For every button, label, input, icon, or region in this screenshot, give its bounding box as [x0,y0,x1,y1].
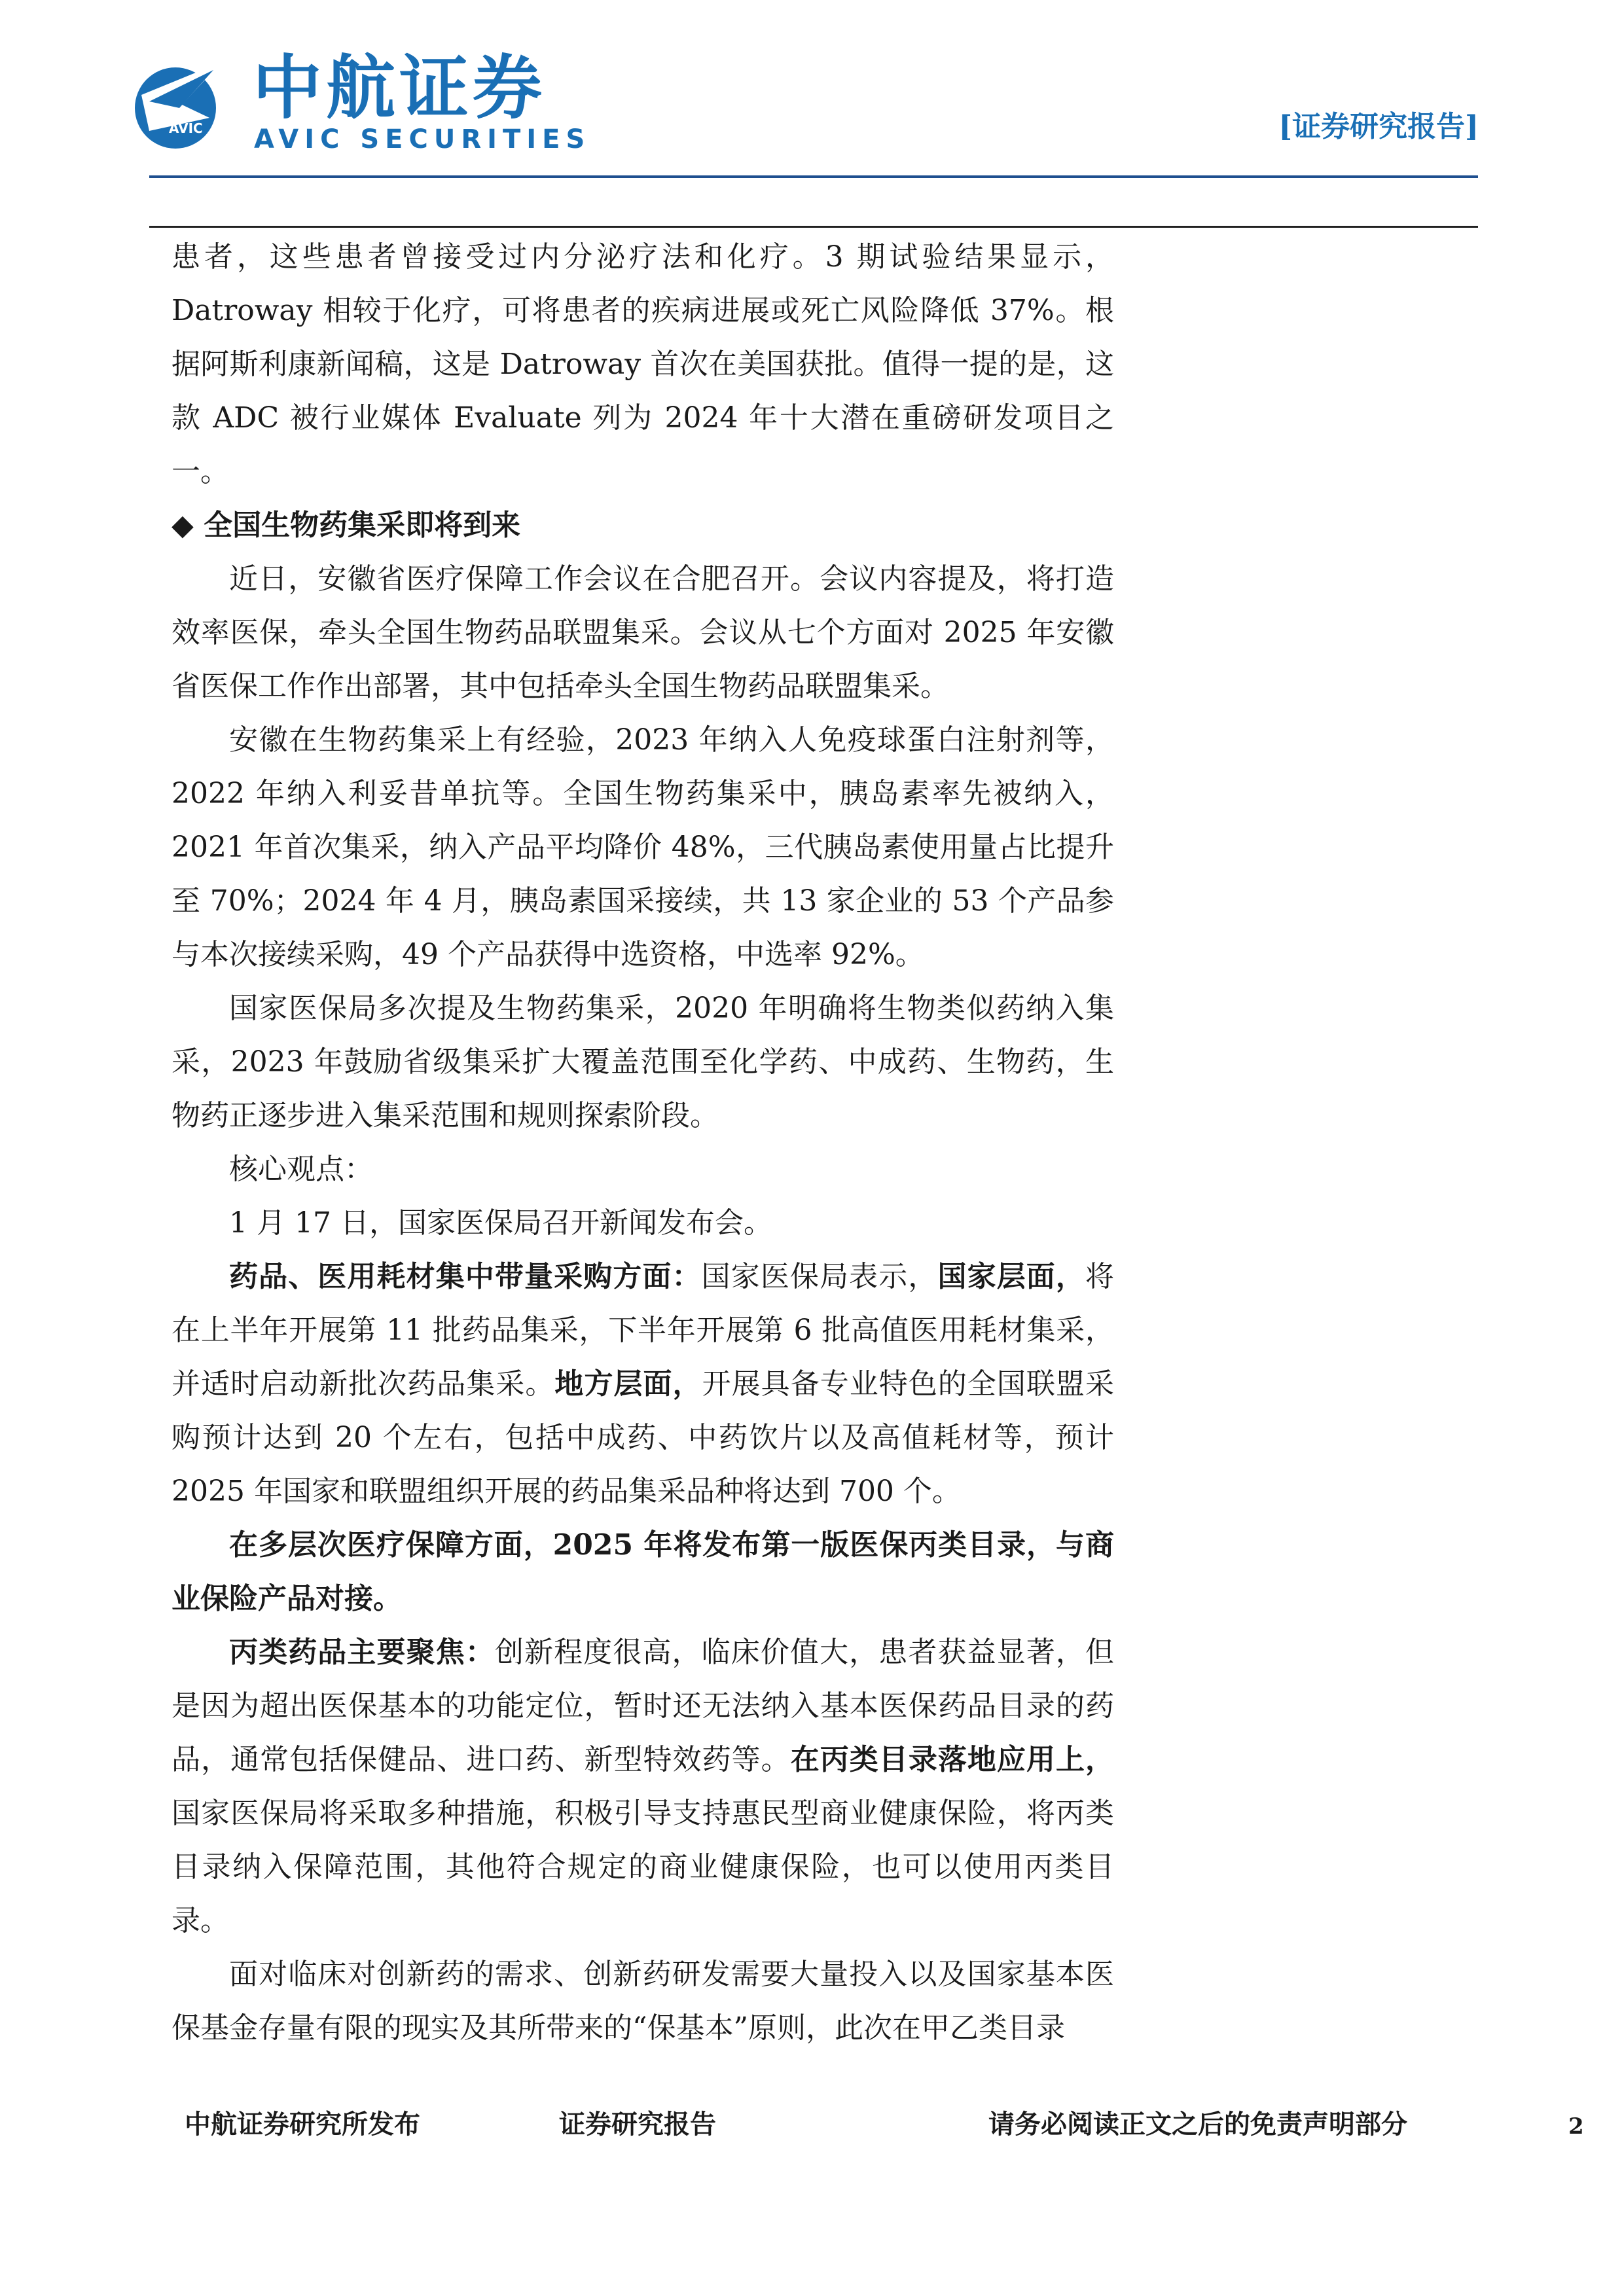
bold-phrase: 国家层面， [937,1260,1086,1293]
article-body [171,230,1114,2055]
logo-mark-text: AVIC [169,120,203,136]
paragraph-4: 国家医保局多次提及生物药集采，2020 年明确将生物类似药纳入集采，2023 年鼓励省级集采扩大覆盖范围至化学药、中成药、生物药，生物药正逐步进入集采范围和规则探索阶段。 [171,992,1114,1132]
text-run: 国家医保局表示， [701,1260,938,1293]
page-number: 2 [1568,2113,1584,2140]
paragraph-5: 核心观点： [229,1153,373,1186]
footer-disclaimer: 请务必阅读正文之后的免责声明部分 [988,2109,1407,2140]
bold-phrase: 药品、医用耗材集中带量采购方面： [229,1260,702,1293]
text-run: 创新程度很高，临床价值大，患者获益显著，但是因为超出医保基本的功能定位，暂时还无法纳入基本医保药品目录的药品，通常包括保健品、进口药、新型特效药等。 [171,1636,1115,1776]
paragraph-8: 在多层次医疗保障方面，2025 年将发布第一版医保丙类目录，与商业保险产品对接。 [171,1528,1114,1615]
paragraph-10: 面对临床对创新药的需求、创新药研发需要大量投入以及国家基本医保基金存量有限的现实及其所带来的“保基本”原则，此次在甲乙类目录 [171,1958,1114,2045]
footer-doc-type: 证券研究报告 [559,2109,716,2140]
text-run: 国家医保局将采取多种措施，积极引导支持惠民型商业健康保险，将丙类目录纳入保障范围，其他符合规定的商业健康保险，也可以使用丙类目录。 [171,1797,1114,1937]
bold-phrase: 地方层面， [554,1367,702,1401]
logo-english-name: AVIC SECURITIES [254,124,591,154]
paragraph-6: 1 月 17 日，国家医保局召开新闻发布会。 [229,1206,772,1240]
paragraph-1: 患者，这些患者曾接受过内分泌疗法和化疗。3 期试验结果显示，Datroway 相较于化疗，可将患者的疾病进展或死亡风险降低 37%。根据阿斯利康新闻稿，这是 Datroway 首次在美国获批。值得一提的是，这款 ADC 被行业媒体 Evaluate 列为 2024 年十大潜在重磅研发项目之一。 [171,240,1114,488]
avic-logo-icon [130,56,228,154]
report-type-tag: [证券研究报告] [1278,110,1479,143]
paragraph-3: 安徽在生物药集采上有经验，2023 年纳入人免疫球蛋白注射剂等，2022 年纳入利妥昔单抗等。全国生物药集采中，胰岛素率先被纳入，2021 年首次集采，纳入产品平均降价 48%，三代胰岛素使用量占比提升至 70%；2024 年 4 月，胰岛素国采接续，共 13 家企业的 53 个产品参与本次接续采购，49 个产品获得中选资格，中选率 92%。 [171,723,1114,971]
header-divider-black [149,226,1478,228]
text-run: 开展具备专业特色的全国联盟采购预计达到 20 个左右，包括中成药、中药饮片以及高值耗材等，预计 2025 年国家和联盟组织开展的药品集采品种将达到 700 个。 [171,1367,1115,1508]
header-divider-blue [149,175,1478,178]
footer-publisher: 中航证券研究所发布 [185,2109,420,2140]
bold-phrase: 在丙类目录落地应用上， [790,1743,1115,1776]
text-run: 将在上半年开展第 11 批药品集采，下半年开展第 6 批高值医用耗材集采，并适时启动新批次药品集采。 [171,1260,1115,1401]
logo-chinese-name: 中航证券 [253,48,546,128]
paragraph-9 [171,1626,1114,1948]
bold-phrase: 丙类药品主要聚焦： [229,1636,495,1669]
paragraph-2: 近日，安徽省医疗保障工作会议在合肥召开。会议内容提及，将打造效率医保，牵头全国生物药品联盟集采。会议从七个方面对 2025 年安徽省医保工作作出部署，其中包括牵头全国生物药品联盟集采。 [171,562,1114,703]
paragraph-7 [171,1250,1114,1518]
section-heading: ◆ 全国生物药集采即将到来 [171,509,521,542]
